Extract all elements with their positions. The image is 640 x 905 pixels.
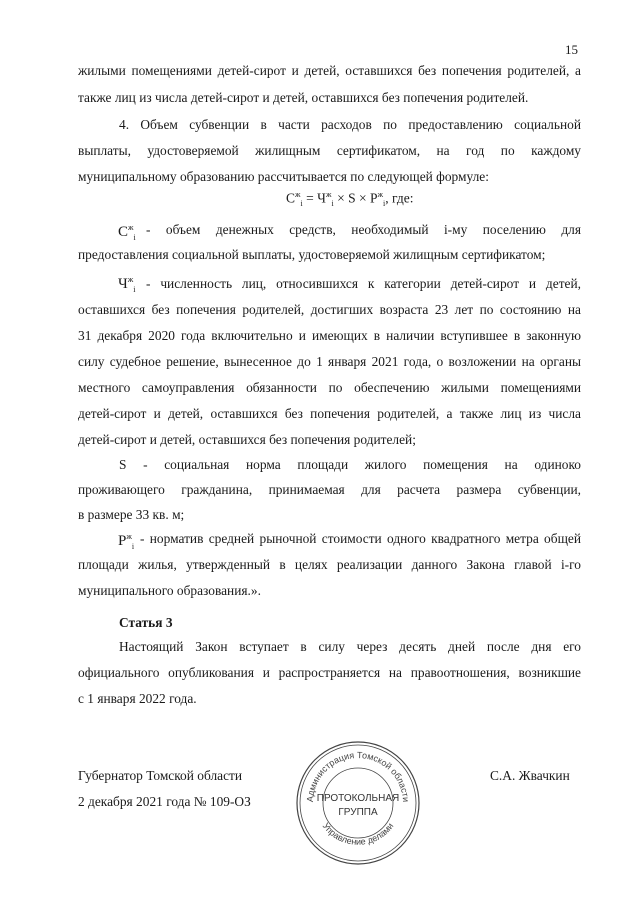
- text-line: муниципальному образованию рассчитывается по следующей формуле:: [78, 169, 489, 184]
- text-line: - норматив средней рыночной стоимости одного квадратного метра общей: [140, 531, 581, 546]
- svg-text:Администрация Томской области: Администрация Томской области: [304, 749, 412, 803]
- text-line: проживающего гражданина, принимаемая для расчета размера субвенции,: [78, 482, 581, 497]
- text-line: оставшихся без попечения родителей, достигших возраста 23 лет по состоянию на: [78, 302, 581, 317]
- svg-text:ГРУППА: ГРУППА: [338, 807, 378, 818]
- text-line: с 1 января 2022 года.: [78, 691, 197, 706]
- signatory-name: С.А. Жвачкин: [490, 768, 570, 783]
- text-line: предоставления социальной выплаты, удостоверяемой жилищным сертификатом;: [78, 247, 546, 262]
- text-line: 4. Объем субвенции в части расходов по предоставлению социальной: [119, 117, 581, 132]
- text-line: Настоящий Закон вступает в силу через десять дней после дня его: [119, 639, 581, 654]
- text-line: официального опубликования и распространяется на правоотношения, возникшие: [78, 665, 581, 680]
- text-line: S - социальная норма площади жилого помещения на одиноко: [119, 457, 581, 472]
- subvention-formula: $С^ж_i = Ч^ж_i \times S \times Р^ж_i$, где:: [286, 190, 414, 209]
- svg-text:ПРОТОКОЛЬНАЯ: ПРОТОКОЛЬНАЯ: [316, 793, 400, 804]
- text-line: также лиц из числа детей-сирот и детей, оставшихся без попечения родителей.: [78, 90, 529, 105]
- text-line: выплаты, удостоверяемой жилищным сертификатом, на год по каждому: [78, 143, 581, 158]
- text-line: - численность лиц, относившихся к категории детей-сирот и детей,: [146, 276, 581, 291]
- text-line: местного самоуправления обязанности по обеспечению жилыми помещениями: [78, 380, 581, 395]
- page-number: 15: [565, 42, 578, 57]
- text-line: площади жилья, утвержденный в целях реализации данного Закона главой i-го: [78, 557, 581, 572]
- symbol-c: $С^ж_i$: [118, 223, 136, 242]
- official-stamp: [294, 739, 422, 867]
- symbol-p: $Р^ж_i$: [118, 532, 135, 551]
- article-heading: Статья 3: [119, 615, 173, 630]
- signatory-position: Губернатор Томской области: [78, 768, 243, 783]
- text-line: - объем денежных средств, необходимый i-му поселению для: [146, 222, 581, 237]
- text-line: 31 декабря 2020 года включительно и имеющих в наличии вступившее в законную: [78, 328, 581, 343]
- text-line: в размере 33 кв. м;: [78, 507, 185, 522]
- text-line: муниципального образования.».: [78, 583, 261, 598]
- law-date-number: 2 декабря 2021 года № 109-ОЗ: [78, 794, 251, 809]
- symbol-ch: $Ч^ж_i$: [118, 275, 136, 294]
- text-line: детей-сирот и детей, оставшихся без попечения родителей;: [78, 432, 416, 447]
- text-line: жилыми помещениями детей-сирот и детей, оставшихся без попечения родителей, а: [78, 63, 581, 78]
- svg-text:Управление делами: Управление делами: [320, 820, 396, 847]
- text-line: силу судебное решение, вынесенное до 1 января 2021 года, о возложении на органы: [78, 354, 581, 369]
- text-line: детей-сирот и детей, оставшихся без попечения родителей, а также лиц из числа: [78, 406, 581, 421]
